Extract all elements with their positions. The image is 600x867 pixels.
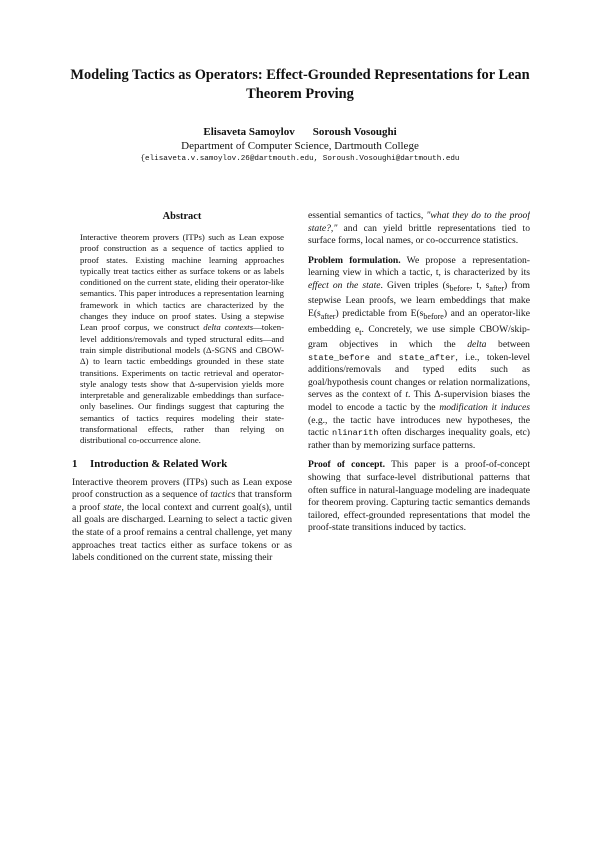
author-emails: {elisaveta.v.samoylov.26@dartmouth.edu, Soroush.Vosoughi@dartmouth.edu — [140, 155, 460, 163]
author-name: Soroush Vosoughi — [312, 126, 397, 138]
title-line-1: Modeling Tactics as Operators: Effect-Grounded Representations for Lean — [70, 67, 530, 83]
abstract-heading: Abstract — [162, 211, 202, 222]
author-list — [60, 125, 540, 139]
abstract-body: Interactive theorem provers (ITPs) such as Lean expose proof construction as a sequence of tactics applied to proof states. Existing machine learning approaches typically treat tactics either as surface tokens or as labels conditioned on the current state, eliding their operator-like semantics. This paper introduces a representation learning framework in which tactics are characterized by the changes they induce on proof states. Using a stepwise Lean proof corpus, we construct delta contexts—token-level additions/removals and typed structural edits—and train simple distributional models (Δ-SGNS and CBOW-Δ) to learn tactic embeddings grounded in these state transitions. Experiments on tactic retrieval and operator-style analogy tests show that Δ-supervision yields more interpretable and generalizable embeddings than surface-only baselines. Our findings suggest that capturing the semantics of tactics requires modeling their state-transformational effects, rather than relying on distributional co-occurrence alone. — [80, 232, 284, 446]
proof-of-concept-paragraph: Proof of concept. This paper is a proof-of-concept showing that surface-level distributional patterns that often suffice in natural-language modeling are inadequate for theorem proving. Capturing tactic semantics demands tailored, effect-grounded representations that model the proof-state transitions induced by tactics. — [308, 459, 530, 534]
section-heading-intro — [72, 457, 292, 471]
paragraph-heading: Proof of concept. — [308, 459, 386, 471]
problem-formulation-paragraph: Problem formulation. We propose a representation-learning view in which a tactic, t, is characterized by its effect on the state. Given triples ($s_{before}$, t, $s_{after}$) from stepwise Lean proofs, we learn embeddings that make $E(s_{after})$ predictable from $E(s_{before})$ and an operator-like embedding $e_t$. Concretely, we use simple CBOW/skip-gram objectives in which the delta between state_before and state_after, i.e., token-level additions/removals and typed edits such as goal/hypothesis count changes or relation normalizations, serves as the context of t. This Δ-supervision biases the model to encode a tactic by the modification it induces (e.g., the tactic have introduces new hypotheses, the tactic nlinarith often discharges inequality goals, etc) rather than by memorizing surface patterns. — [308, 254, 530, 451]
section-number: 1 — [72, 457, 78, 470]
left-column — [72, 210, 292, 867]
author-name: Elisaveta Samoylov — [203, 126, 295, 138]
title-line-2: Theorem Proving — [246, 86, 354, 102]
intro-paragraph: Interactive theorem provers (ITPs) such as Lean expose proof construction as a sequence of tactics that transform a proof state, the local context and current goal(s), until all goals are discharged. Learning to select a tactic given the state of a proof remains a central challenge, yet many approaches treat tactics either as surface tokens or as labels conditioned on the current state, missing their — [72, 476, 292, 564]
paper-title — [60, 66, 540, 104]
right-column — [308, 210, 530, 600]
paragraph-heading: Problem formulation. — [308, 254, 401, 266]
section-title: Introduction & Related Work — [90, 457, 228, 470]
affiliation: Department of Computer Science, Dartmouth College — [181, 140, 419, 152]
intro-continuation: essential semantics of tactics, "what they do to the proof state?," and can yield brittle representations tied to surface forms, local names, or co-occurrence statistics. — [308, 210, 530, 247]
